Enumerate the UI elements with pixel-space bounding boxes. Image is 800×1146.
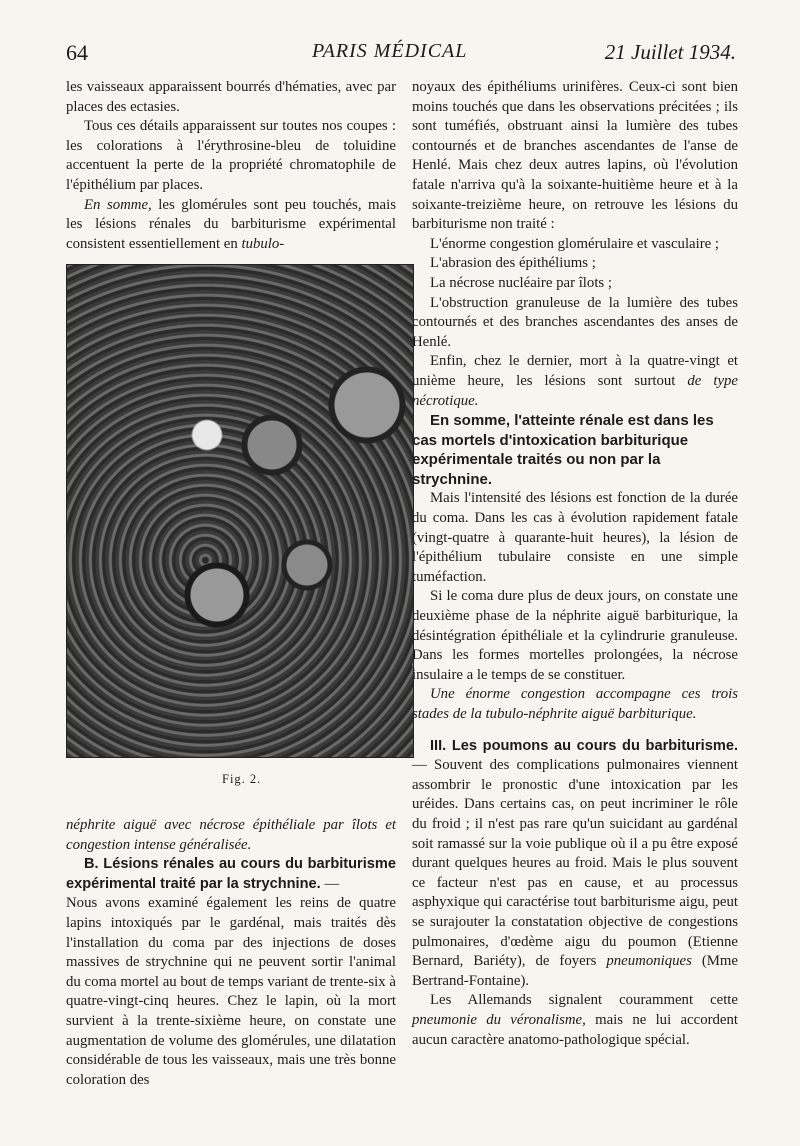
paragraph [412,352,738,411]
micrograph-figure [66,264,414,758]
list-item: L'abrasion des épithéliums ; [430,255,596,272]
list-item: L'obstruction granuleuse de la lumière des tubes contournés et des branches ascendantes des anses de Henlé. [412,294,738,350]
section-heading-b [66,855,396,894]
paragraph: noyaux des épithéliums urinifères. Ceux-ci sont bien moins touchés que dans les observations précitées ; ils sont tuméfiés, obstruant ainsi la lumière des tubes contournés et de branches ascendantes de l'anse de Henlé. Mais chez deux autres lapins, où l'évolution fatale n'arriva qu'à la soixante-huitième heure et à la soixante-treizième heure, on retrouve les lésions du barbiturisme non traité : [412,79,738,233]
text: mais ne lui accordent aucun caractère anatomo-pathologique spécial. [412,1011,738,1048]
italic-text: pneumonie du véronalisme, [412,1011,586,1028]
left-column-bottom [66,816,396,1090]
paragraph: les vaisseaux apparaissent bourrés d'hématies, avec par places des ectasies. [66,79,396,115]
section-gap [412,725,738,737]
italic-text: de type nécrotique. [412,372,738,409]
figure-caption: Fig. 2. [222,772,262,786]
list-item: La nécrose nucléaire par îlots ; [430,274,612,291]
text: (Mme Bertrand-Fontaine). [412,953,738,989]
italic-text: pneumoniques [606,953,692,970]
page-header [66,40,736,70]
paragraph [66,196,396,255]
dash: — [412,757,434,774]
section-heading-iii [412,737,738,992]
paragraph: Nous avons examiné également les reins de quatre lapins intoxiqués par le gardénal, mais traités dès l'installation du coma par des injections de doses massives de strychnine qui ne peuvent sortir l'animal du coma mortel au bout de temps variant de trente-six à quatre-vingt-cinq heures. Chez le lapin, où la mort survient à la trente-sixième heure, on constate une augmentation de volume des glomérules, une dilatation considérable de tous les vaisseaux, mais une très bonne coloration des [66,895,396,1088]
text: Souvent des complications pulmonaires viennent assombrir le pronostic d'une intoxication par les uréides. Dans certains cas, on peut incriminer le rôle du froid ; il n'est pas rare qu'un suicidant au gardénal soit ramassé sur la voie publique où il a pu être exposé durant quelques heures au froid. Mais le plus souvent ce facteur n'est pas en cause, et au processus asphyxique qui caractérise tout barbiturisme aigu, peut se surajouter la constatation objective de congestions pulmonaires, d'œdème aigu du poumon (Etienne Bernard, Bariéty), de foyers [412,757,738,970]
text: les glomérules sont peu touchés, mais les lésions rénales du barbiturisme expérimental consistent essentiellement en [66,196,396,252]
heading-text: Lésions rénales au cours du barbiturisme expérimental traité par la strychnine. [66,856,397,892]
heading-text: Les poumons au cours du barbiturisme. [451,737,738,754]
italic-text: tubulo- [241,235,285,252]
bold-summary: En somme, l'atteinte rénale est dans les cas mortels d'intoxication barbiturique expérimentale traités ou non par la strychnine. [412,412,714,488]
dash: — [320,875,340,892]
paragraph: Mais l'intensité des lésions est fonction de la durée du coma. Dans les cas à évolution rapidement fatale (vingt-quatre à quarante-huit heures), la lésion de l'épithélium tubulaire consiste en une simple tuméfaction. [412,490,738,585]
journal-title: PARIS MÉDICAL [312,40,468,62]
issue-date: 21 Juillet 1934. [604,40,736,64]
text: Les Allemands signalent couramment cette [430,992,738,1009]
italic-text: En somme, [84,196,152,213]
heading-number: III. [430,737,452,754]
paragraph [412,991,738,1050]
right-column [412,78,738,1050]
paragraph: Si le coma dure plus de deux jours, on constate une deuxième phase de la néphrite aiguë barbiturique, la désintégration épithéliale et la cylindrurie granuleuse. Dans les formes mortelles prolongées, la nécrose insulaire a le temps de se constituer. [412,588,738,683]
list-item: L'énorme congestion glomérulaire et vasculaire ; [430,235,720,252]
left-column-top [66,78,396,254]
text: Enfin, chez le dernier, mort à la quatre-vingt et unième heure, les lésions sont surtout [412,353,738,389]
italic-paragraph: Une énorme congestion accompagne ces trois stades de la tubulo-néphrite aiguë barbiturique. [412,686,738,722]
page-number: 64 [66,40,88,65]
paragraph: Tous ces détails apparaissent sur toutes nos coupes : les colorations à l'érythrosine-bleu de toluidine accentuent la perte de la propriété chromatophile de l'épithélium par places. [66,118,396,193]
heading-number: B. [84,856,104,873]
italic-paragraph: néphrite aiguë avec nécrose épithéliale par îlots et congestion intense généralisée. [66,817,396,853]
